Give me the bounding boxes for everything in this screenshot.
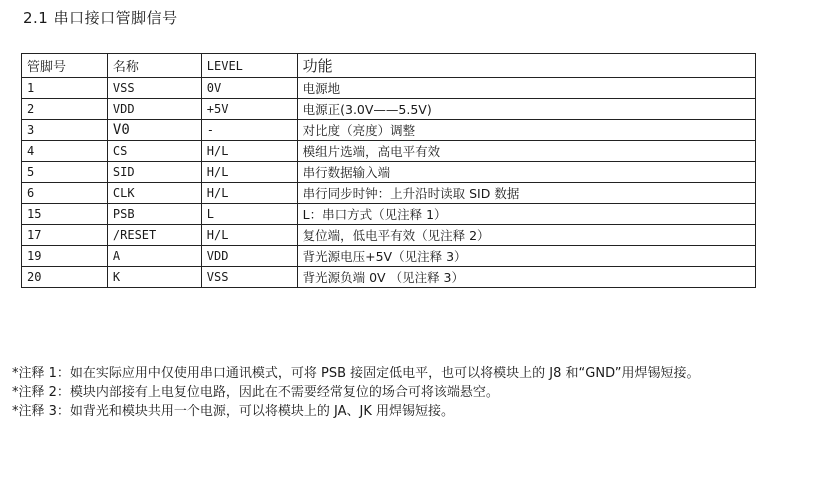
header-pin-number: 管脚号 [22,54,108,78]
table-row [22,267,756,288]
cell-level: VDD [201,246,297,267]
cell-level: H/L [201,162,297,183]
cell-name: A [107,246,201,267]
cell-pin: 1 [22,78,108,99]
cell-function: 模组片选端，高电平有效 [297,141,755,162]
cell-pin: 5 [22,162,108,183]
header-function: 功能 [297,54,755,78]
header-level: LEVEL [201,54,297,78]
table-row [22,99,756,120]
note-2: *注释 2：模块内部接有上电复位电路，因此在不需要经常复位的场合可将该端悬空。 [12,385,499,400]
cell-function: 背光源电压+5V（见注释 3） [297,246,755,267]
table-header-row [22,54,756,78]
cell-level: L [201,204,297,225]
table-row [22,78,756,99]
cell-name: SID [107,162,201,183]
cell-level: H/L [201,141,297,162]
cell-level: +5V [201,99,297,120]
section-title: 2.1 串口接口管脚信号 [23,9,178,27]
cell-name: PSB [107,204,201,225]
cell-level: - [201,120,297,141]
cell-function: 复位端，低电平有效（见注释 2） [297,225,755,246]
cell-function: L：串口方式（见注释 1） [297,204,755,225]
note-3: *注释 3：如背光和模块共用一个电源，可以将模块上的 JA、JK 用焊锡短接。 [12,404,455,419]
cell-name: K [107,267,201,288]
header-name: 名称 [107,54,201,78]
cell-name: VSS [107,78,201,99]
cell-name: /RESET [107,225,201,246]
cell-name: CLK [107,183,201,204]
note-1: *注释 1：如在实际应用中仅使用串口通讯模式，可将 PSB 接固定低电平，也可以将模块上的 J8 和“GND”用焊锡短接。 [12,366,700,381]
cell-pin: 6 [22,183,108,204]
cell-level: H/L [201,225,297,246]
cell-function: 背光源负端 0V （见注释 3） [297,267,755,288]
cell-name: VDD [107,99,201,120]
table-row [22,183,756,204]
table-row [22,162,756,183]
cell-function: 电源正(3.0V——5.5V) [297,99,755,120]
table-row [22,225,756,246]
cell-pin: 17 [22,225,108,246]
cell-level: 0V [201,78,297,99]
table-row [22,120,756,141]
table-row [22,141,756,162]
cell-pin: 3 [22,120,108,141]
cell-function: 串行同步时钟：上升沿时读取 SID 数据 [297,183,755,204]
cell-pin: 19 [22,246,108,267]
cell-pin: 20 [22,267,108,288]
pin-signal-table [21,53,756,288]
notes-section [12,364,807,421]
cell-function: 对比度（亮度）调整 [297,120,755,141]
cell-function: 电源地 [297,78,755,99]
cell-pin: 4 [22,141,108,162]
cell-pin: 2 [22,99,108,120]
cell-level: VSS [201,267,297,288]
table-row [22,204,756,225]
cell-level: H/L [201,183,297,204]
cell-name: CS [107,141,201,162]
cell-pin: 15 [22,204,108,225]
table-row [22,246,756,267]
cell-function: 串行数据输入端 [297,162,755,183]
cell-name: V0 [107,120,201,141]
